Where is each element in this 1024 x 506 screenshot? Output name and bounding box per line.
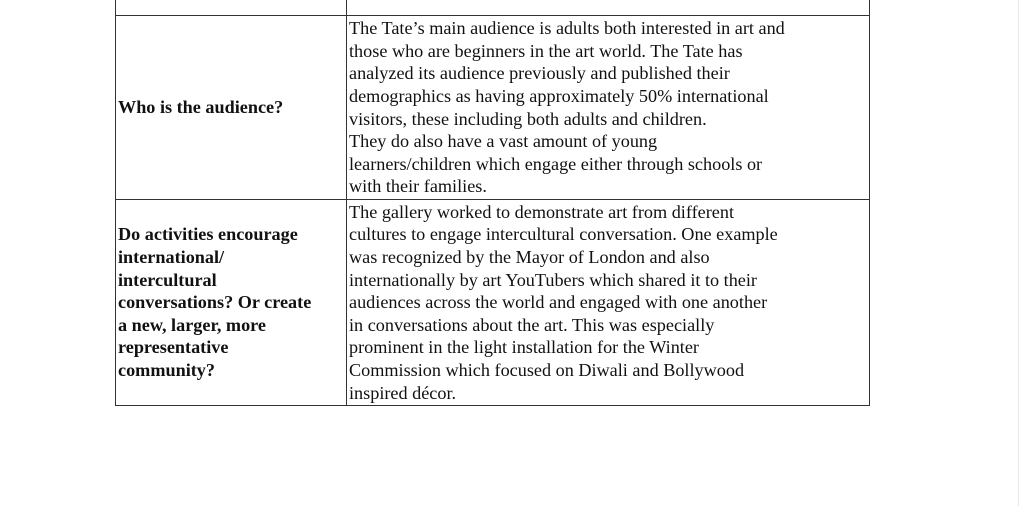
answer-text: prominent in the light installation for the Winter [349, 337, 699, 358]
answer-text: internationally by art YouTubers which shared it to their [349, 269, 757, 290]
table-row [116, 16, 870, 200]
answer-text: learners/children which engage either through schools or [349, 153, 763, 174]
question-text: community? [118, 359, 215, 380]
answer-text: demographics as having approximately 50% international [349, 85, 769, 106]
question-text: international/ [118, 247, 225, 268]
question-cell [116, 200, 347, 406]
question-cell [116, 16, 347, 200]
answer-text: in conversations about the art. This was especially [349, 314, 715, 335]
answer-text: those who are beginners in the art world. The Tate has [349, 40, 743, 61]
question-text: representative [118, 337, 229, 358]
answer-cell [347, 200, 870, 406]
question-text: a new, larger, more [118, 314, 266, 335]
question-text: conversations? Or create [118, 292, 312, 313]
table-row [116, 200, 870, 406]
answer-text: visitors, these including both adults and children. [349, 108, 707, 129]
answer-text: Commission which focused on Diwali and Bollywood [349, 359, 745, 380]
answer-text: analyzed its audience previously and published their [349, 63, 730, 84]
answer-text: audiences across the world and engaged with one another [349, 292, 768, 313]
answer-cell [347, 0, 870, 16]
question-text: intercultural [118, 269, 217, 290]
answer-text: The gallery worked to demonstrate art from different [349, 201, 734, 222]
answer-text: with their families. [349, 176, 487, 197]
audience-analysis-table [115, 0, 870, 406]
answer-text: inspired décor. [349, 382, 457, 403]
answer-cell [347, 16, 870, 200]
table-row [116, 0, 870, 16]
answer-text: They do also have a vast amount of young [349, 131, 658, 152]
answer-text: The Tate’s main audience is adults both interested in art and [349, 18, 785, 39]
answer-text: cultures to engage intercultural conversation. One example [349, 224, 778, 245]
question-text: Who is the audience? [118, 97, 284, 118]
question-text: Do activities encourage [118, 224, 298, 245]
page-edge-divider [1018, 0, 1019, 506]
answer-text: was recognized by the Mayor of London and also [349, 247, 710, 268]
question-cell [116, 0, 347, 16]
